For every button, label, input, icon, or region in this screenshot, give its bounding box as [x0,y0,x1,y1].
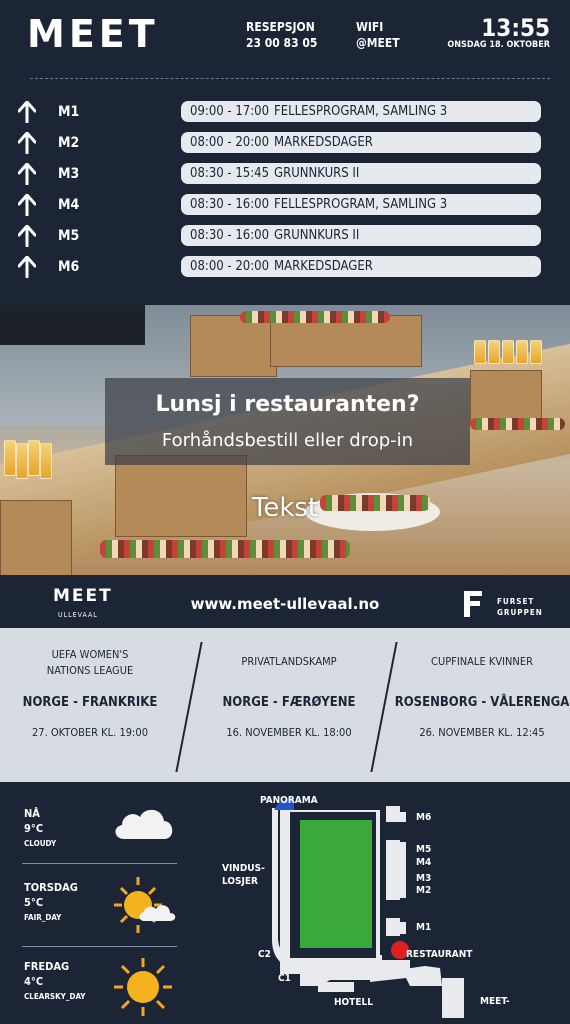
food-platter [470,418,565,430]
clock: 13:55 [481,14,550,42]
weather-divider [22,946,177,947]
map-label-m6: M6 [416,812,432,823]
schedule-pill [181,163,541,184]
room-label: M4 [58,197,80,213]
schedule-time: 09:00 - 17:00 [190,104,270,119]
room-label: M3 [58,166,80,182]
map-label-m2: M2 [416,885,432,896]
match-date: 26. NOVEMBER KL. 12:45 [419,726,545,739]
schedule-pill [181,256,541,277]
match-date: 16. NOVEMBER KL. 18:00 [226,726,352,739]
arrow-up-icon [18,225,36,247]
schedule-pill [181,225,541,246]
schedule-event: MARKEDSDAGER [274,259,373,274]
map-label-m3: M3 [416,873,432,884]
partner-line1: FURSET [497,597,535,606]
weather-temp: 4°C [24,975,44,988]
map-label-m1: M1 [416,922,432,933]
wooden-crate [470,370,542,422]
header [0,0,570,80]
schedule-row [0,224,570,250]
juice-glass [474,340,486,364]
schedule-row [0,131,570,157]
schedule-event: FELLESPROGRAM, SAMLING 3 [274,104,448,119]
room-label: M1 [58,104,80,120]
schedule-row [0,100,570,126]
match-title-2: NATIONS LEAGUE [46,664,134,677]
desserts [100,540,350,558]
matches-panel [0,628,570,782]
weather-day: TORSDAG [24,881,78,894]
map-label-restaurant: RESTAURANT [406,949,473,960]
wifi-info [356,19,400,51]
map-label-m4: M4 [416,857,432,868]
match-title-1: PRIVATLANDSKAMP [241,655,337,668]
map-label-vindus [222,862,265,888]
arrow-up-icon [18,163,36,185]
partner-name [497,596,543,618]
juice-glass [16,443,28,479]
schedule-time: 08:00 - 20:00 [190,259,270,274]
weather-item [24,959,85,1004]
promo-headline: Lunsj i restauranten? [155,392,420,417]
weather-temp: 9°C [24,822,44,835]
schedule-event: GRUNNKURS II [274,228,360,243]
room-label: M6 [58,259,80,275]
reception-info [246,19,317,51]
weather-condition: CLOUDY [24,839,57,848]
map-label-panorama: PANORAMA [260,795,318,806]
wooden-crate [190,315,277,377]
schedule-time: 08:30 - 16:00 [190,228,270,243]
schedule-row [0,255,570,281]
schedule-row [0,193,570,219]
sun-cloud-icon [110,875,180,935]
schedule-time: 08:30 - 16:00 [190,197,270,212]
schedule-pill [181,194,541,215]
match-title-1: UEFA WOMEN'S [51,648,129,661]
lunch-promo-image [0,305,570,575]
arrow-up-icon [18,101,36,123]
weather-divider [22,863,177,864]
website-url: www.meet-ullevaal.no [190,595,380,613]
juice-glass [40,443,52,479]
promo-subline: Forhåndsbestill eller drop-in [161,430,414,451]
schedule-event: GRUNNKURS II [274,166,360,181]
venue-map [210,790,570,1024]
reception-phone: 23 00 83 05 [246,36,318,50]
schedule-pill [181,101,541,122]
stadium-map-graphic [210,790,570,1024]
schedule-time: 08:30 - 15:45 [190,166,270,181]
arrow-up-icon [18,194,36,216]
juice-glass [4,440,16,476]
match-date: 27. OKTOBER KL. 19:00 [32,726,148,739]
arrow-up-icon [18,256,36,278]
match-teams: ROSENBORG - VÅLERENGA [394,695,570,710]
furset-logo-icon [462,591,484,617]
weather-day: NÅ [24,807,40,820]
map-label-vindus-1: VINDUS- [222,863,265,874]
schedule-row [0,162,570,188]
juice-glass [488,340,500,364]
pitch [300,820,372,948]
map-label-c1: C1 [278,973,291,984]
juice-glass [516,340,528,364]
meet-logo: MEET [27,12,159,56]
juice-glass [28,440,40,476]
room-label: M5 [58,228,80,244]
header-divider [30,78,550,79]
weather-item [24,806,56,851]
schedule-event: MARKEDSDAGER [274,135,373,150]
partner-line2: GRUPPEN [497,608,543,617]
schedule-pill [181,132,541,153]
match-teams: NORGE - FÆRØYENE [222,695,356,710]
map-label-c2: C2 [258,949,271,960]
cloud-icon [110,803,176,843]
promo-overlay [105,378,470,465]
map-label-vindus-2: LOSJER [222,876,258,887]
room-label: M2 [58,135,80,151]
meet-ullevaal-logo: MEET [53,586,113,606]
juice-glass [530,340,542,364]
pastries [240,311,390,323]
reception-label: RESEPSJON [246,20,315,34]
promo-caption: Tekst [251,493,319,523]
match-title-1: CUPFINALE KVINNER [431,655,533,668]
wifi-name: @MEET [356,36,400,50]
logo-subtitle: ULLEVAAL [58,611,98,619]
match-teams: NORGE - FRANKRIKE [22,695,158,710]
weather-condition: FAIR_DAY [24,913,62,922]
weather-condition: CLEARSKY_DAY [24,992,86,1001]
weather-day: FREDAG [24,960,70,973]
schedule-time: 08:00 - 20:00 [190,135,270,150]
wifi-label: WIFI [356,20,384,34]
sun-icon [113,957,173,1017]
map-label-hotell: HOTELL [334,997,373,1008]
wall-screen [0,305,145,345]
juice-glass [502,340,514,364]
map-label-meet: MEET- [480,996,510,1007]
arrow-up-icon [18,132,36,154]
weather-temp: 5°C [24,896,44,909]
schedule-event: FELLESPROGRAM, SAMLING 3 [274,197,448,212]
current-date: ONSDAG 18. OKTOBER [447,40,550,50]
map-label-m5: M5 [416,844,432,855]
weather-item [24,880,78,925]
